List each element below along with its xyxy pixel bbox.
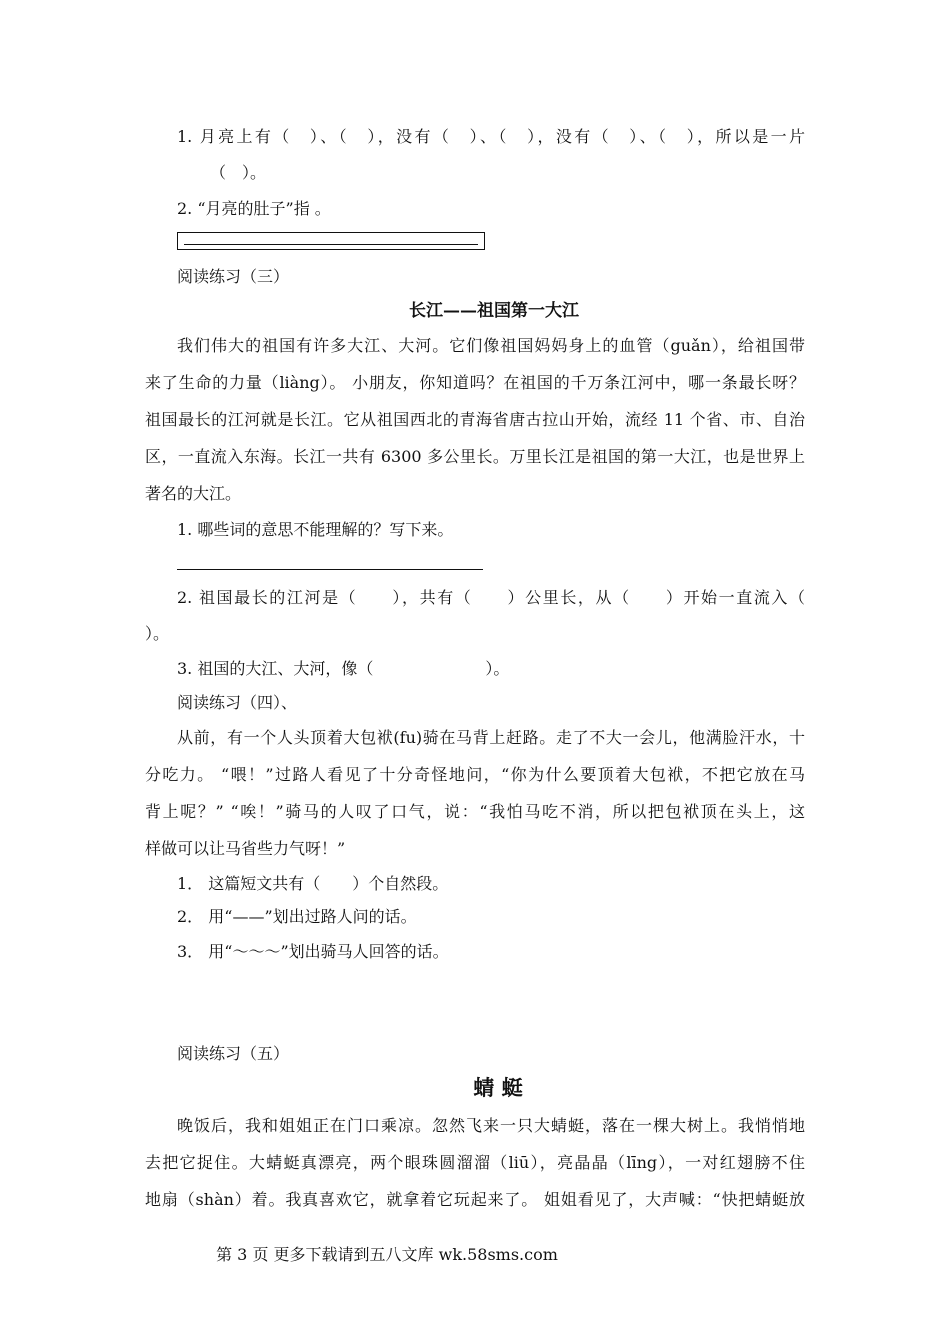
s3-para-line-1: 我们伟大的祖国有许多大江、大河。它们像祖国妈妈身上的血管（guǎn），给祖国带 [177,336,805,355]
s3-para-line-3: 祖国最长的江河就是长江。它从祖国西北的青海省唐古拉山开始，流经 11 个省、市、自治 [145,410,805,429]
s5-para-line-1: 晚饭后，我和姐姐正在门口乘凉。忽然飞来一只大蜻蜓，落在一棵大树上。我悄悄地 [177,1116,805,1135]
s4-para-line-4: 样做可以让马省些力气呀！” [145,839,346,858]
s3-q1: 1. 哪些词的意思不能理解的？写下来。 [177,520,454,539]
s5-para-line-3: 地扇（shàn）着。我真喜欢它，就拿着它玩起来了。 姐姐看见了，大声喊：“快把蜻蜓放 [145,1190,805,1209]
s5-para-line-2: 去把它捉住。大蜻蜓真漂亮，两个眼珠圆溜溜（liū），亮晶晶（līng），一对红翅膀不住 [145,1153,805,1172]
page-footer: 第 3 页 更多下载请到五八文库 wk.58sms.com [216,1245,558,1264]
answer-line [184,244,478,245]
s3-q2-line2: ）。 [145,624,170,643]
section5-title: 蜻 蜓 [473,1075,523,1100]
s4-q1: 1． 这篇短文共有（ ）个自然段。 [177,874,449,893]
section3-title: 长江——祖国第一大江 [409,301,579,321]
s4-para-line-1: 从前，有一个人头顶着大包袱(fu)骑在马背上赶路。走了不大一会儿，他满脸汗水，十 [177,728,805,747]
q1-line2: （ ）。 [210,163,267,182]
s4-q2: 2． 用“——”划出过路人问的话。 [177,907,417,926]
s4-para-line-3: 背上呢？” “唉！”骑马的人叹了口气，说：“我怕马吃不消，所以把包袱顶在头上，这 [145,802,805,821]
s3-para-line-4: 区，一直流入东海。长江一共有 6300 多公里长。万里长江是祖国的第一大江，也是世界上 [145,447,805,466]
q2: 2. “月亮的肚子”指 。 [177,199,331,218]
section3-heading: 阅读练习（三） [177,267,290,286]
section4-heading: 阅读练习（四）、 [177,693,298,712]
section5-heading: 阅读练习（五） [177,1044,290,1063]
s4-q3: 3． 用“～～～”划出骑马人回答的话。 [177,942,449,961]
s3-q2-line1: 2. 祖国最长的江河是（ ），共有（ ）公里长，从（ ）开始一直流入（ [177,588,805,607]
s3-q1-answer-line [177,569,483,570]
s4-para-line-2: 分吃力。 “喂！”过路人看见了十分奇怪地问，“你为什么要顶着大包袱，不把它放在马 [145,765,805,784]
s3-q3: 3. 祖国的大江、大河，像（ ）。 [177,659,510,678]
s3-para-line-5: 著名的大江。 [145,484,242,503]
q1-line1: 1. 月亮上有（ ）、（ ），没有（ ）、（ ），没有（ ）、（ ），所以是一片 [177,127,805,146]
answer-box [177,232,485,250]
s3-para-line-2: 来了生命的力量（liàng）。 小朋友，你知道吗？在祖国的千万条江河中，哪一条最长呀？ [145,373,805,392]
